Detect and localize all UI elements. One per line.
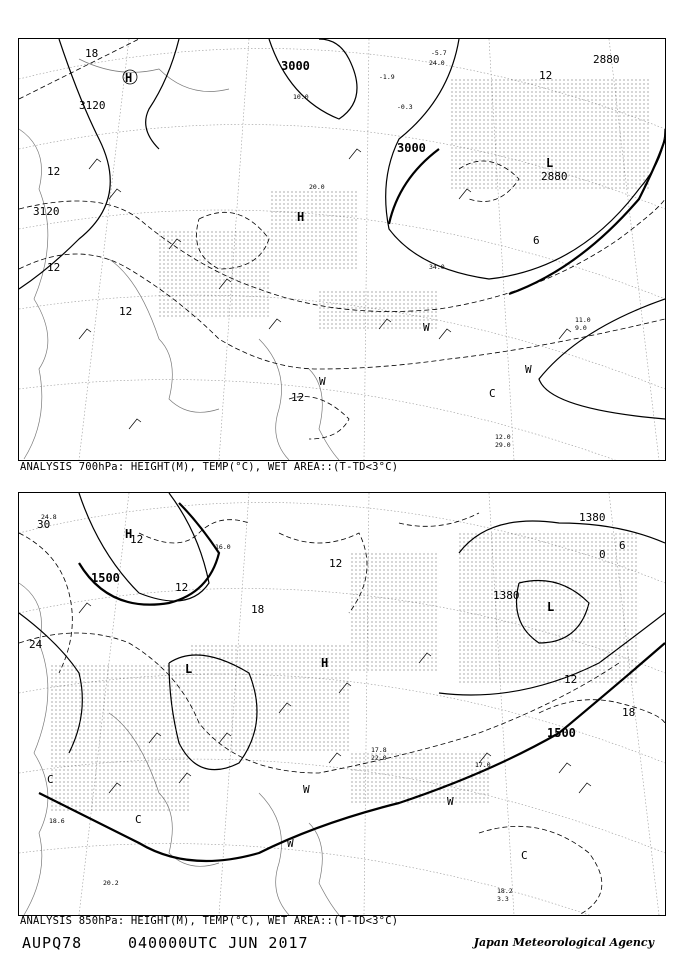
isotherm-label: 12 [175,581,189,594]
map-700hpa-svg [19,39,665,460]
cold-center-marker: C [521,849,528,862]
isotherm-label: 30 [37,518,51,531]
cold-center-marker: C [47,773,54,786]
low-center-marker: L [547,600,555,614]
cold-center-marker: C [489,387,496,400]
station-value: 11.0 [575,316,591,324]
station-value: 34.0 [429,263,445,271]
isotherm-label: 12 [329,557,343,570]
station-value: -1.9 [379,73,395,81]
panel-caption-700hpa: ANALYSIS 700hPa: HEIGHT(M), TEMP(°C), WET AREA::(T-TD<3°C) [20,461,399,473]
isotherm-label: 12 [47,165,61,178]
isotherm-label: 0 [599,548,606,561]
cold-center-marker: C [135,813,142,826]
isotherm-label: 12 [47,261,61,274]
high-center-marker: H [321,656,329,670]
station-value: 3.3 [497,895,509,903]
high-center-marker: H [125,71,133,85]
station-value: 12.0 [495,433,511,441]
map-850hpa-svg [19,493,665,915]
warm-center-marker: W [525,363,532,376]
isotherm-label: 18 [85,47,99,60]
warm-center-marker: W [319,375,326,388]
warm-center-marker: W [447,795,454,808]
station-value: -0.3 [397,103,413,111]
station-value: 20.2 [103,879,119,887]
warm-center-marker: W [303,783,310,796]
station-value: 24.8 [41,513,57,521]
station-value: 17.8 [371,746,387,754]
height-label: 3120 [33,205,60,218]
warm-center-marker: W [287,837,294,850]
chart-identifier: AUPQ78 [22,934,83,952]
isotherm-label: 12 [564,673,578,686]
height-label: 1380 [493,589,520,602]
isotherm-label: 12 [539,69,553,82]
station-value: 24.0 [429,59,445,67]
wet-area-stipple [49,533,639,813]
height-label: 3000 [281,59,310,73]
isotherm-label: 18 [251,603,265,616]
high-center-marker: H [297,210,305,224]
isotherm-label: 12 [291,391,305,404]
height-label: 2880 [541,170,568,183]
station-value: 9.0 [575,324,587,332]
isotherm-label: 18 [622,706,636,719]
height-label: 3000 [397,141,426,155]
wet-area-stipple [159,79,649,329]
agency-credit: Japan Meteorological Agency [473,936,654,949]
map-panel-700hpa [18,38,666,461]
station-value: 20.0 [309,183,325,191]
isotherm-label: 24 [29,638,43,651]
low-center-marker: L [546,156,554,170]
low-center-marker: L [185,662,193,676]
station-value: 17.0 [475,761,491,769]
height-label: 1380 [579,511,606,524]
panel-caption-850hpa: ANALYSIS 850hPa: HEIGHT(M), TEMP(°C), WET AREA::(T-TD<3°C) [20,915,399,927]
height-label: 1500 [91,571,120,585]
warm-center-marker: W [423,321,430,334]
station-value: 29.0 [495,441,511,449]
station-value: 10.0 [293,93,309,101]
high-center-marker: H [125,527,133,541]
height-label: 2880 [593,53,620,66]
station-value: 16.0 [215,543,231,551]
station-value: 18.2 [497,887,513,895]
station-value: 22.0 [371,754,387,762]
isotherm-label: 6 [619,539,626,552]
isotherm-label: 6 [533,234,540,247]
height-label: 3120 [79,99,106,112]
station-value: -5.7 [431,49,447,57]
isotherm-label: 12 [130,533,144,546]
height-label: 1500 [547,726,576,740]
map-panel-850hpa [18,492,666,916]
issue-time: 040000UTC JUN 2017 [128,934,309,952]
station-value: 18.6 [49,817,65,825]
isotherm-label: 12 [119,305,133,318]
